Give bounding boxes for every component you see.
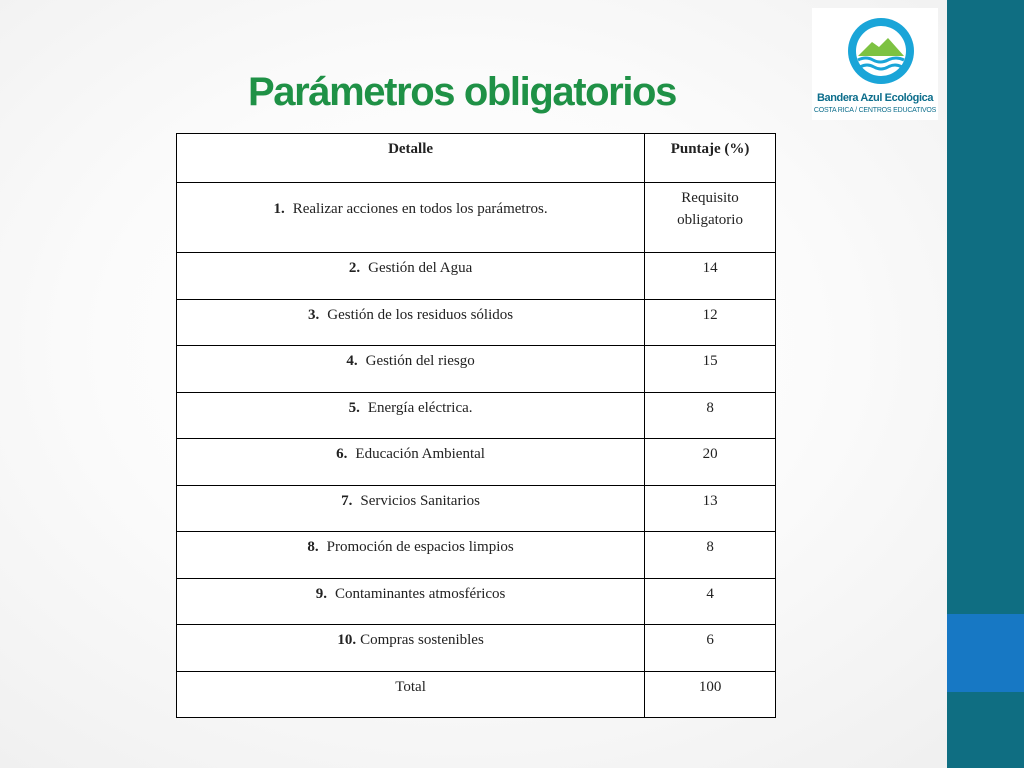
table-row — [177, 439, 776, 486]
row-detail: Gestión de los residuos sólidos — [327, 306, 514, 323]
detail-cell — [177, 183, 645, 253]
row-detail: Energía eléctrica. — [367, 399, 473, 416]
row-number: 4. — [346, 353, 358, 369]
row-detail: Servicios Sanitarios — [360, 492, 480, 509]
row-detail: Compras sostenibles — [360, 632, 484, 648]
row-number: 9. — [315, 585, 327, 602]
row-score: obligatorio — [677, 212, 743, 228]
header-puntaje: Puntaje (%) — [645, 134, 776, 183]
detail-cell — [177, 578, 645, 625]
table-row — [177, 392, 776, 439]
score-cell — [645, 183, 776, 253]
detail-cell — [177, 485, 645, 532]
total-row — [177, 671, 776, 718]
detail-cell — [177, 299, 645, 346]
water-mountain-logo-icon — [846, 16, 916, 86]
row-score: Requisito — [681, 190, 739, 206]
row-number: 6. — [336, 446, 348, 462]
table-row — [177, 253, 776, 300]
row-number: 10. — [337, 632, 357, 648]
detail-cell — [177, 253, 645, 300]
side-bar-accent — [947, 614, 1024, 692]
row-number: 1. — [273, 201, 285, 217]
row-detail: Educación Ambiental — [355, 446, 485, 462]
table-row — [177, 532, 776, 579]
table-row — [177, 183, 776, 253]
table-header-row — [177, 134, 776, 183]
score-cell: 13 — [645, 485, 776, 532]
detail-cell — [177, 439, 645, 486]
table-row — [177, 485, 776, 532]
score-cell: 15 — [645, 346, 776, 393]
row-number: 3. — [308, 306, 320, 323]
row-number: 7. — [341, 492, 353, 509]
row-detail: Gestión del Agua — [368, 260, 473, 276]
score-cell: 12 — [645, 299, 776, 346]
row-detail: Realizar acciones en todos los parámetros. — [292, 201, 548, 217]
table-row — [177, 578, 776, 625]
score-cell: 20 — [645, 439, 776, 486]
table-row — [177, 346, 776, 393]
score-cell: 6 — [645, 625, 776, 672]
table-row — [177, 299, 776, 346]
score-cell: 8 — [645, 392, 776, 439]
table-row — [177, 625, 776, 672]
logo-text: Bandera Azul Ecológica — [816, 92, 934, 104]
slide-title: Parámetros obligatorios — [248, 70, 676, 114]
detail-cell — [177, 346, 645, 393]
score-cell: 8 — [645, 532, 776, 579]
row-detail: Gestión del riesgo — [365, 353, 475, 369]
bandera-azul-logo — [812, 8, 938, 120]
row-number: 2. — [348, 260, 361, 276]
row-detail: Contaminantes atmosféricos — [334, 585, 506, 602]
logo-subtext: COSTA RICA / CENTROS EDUCATIVOS — [813, 107, 937, 114]
parameters-table — [176, 133, 776, 718]
header-detalle: Detalle — [177, 134, 645, 183]
detail-cell — [177, 532, 645, 579]
score-cell: 14 — [645, 253, 776, 300]
detail-cell — [177, 392, 645, 439]
row-detail: Promoción de espacios limpios — [326, 539, 514, 555]
total-value: 100 — [645, 671, 776, 718]
score-cell: 4 — [645, 578, 776, 625]
row-number: 8. — [307, 539, 319, 555]
total-label: Total — [177, 671, 645, 718]
detail-cell — [177, 625, 645, 672]
row-number: 5. — [348, 399, 360, 416]
